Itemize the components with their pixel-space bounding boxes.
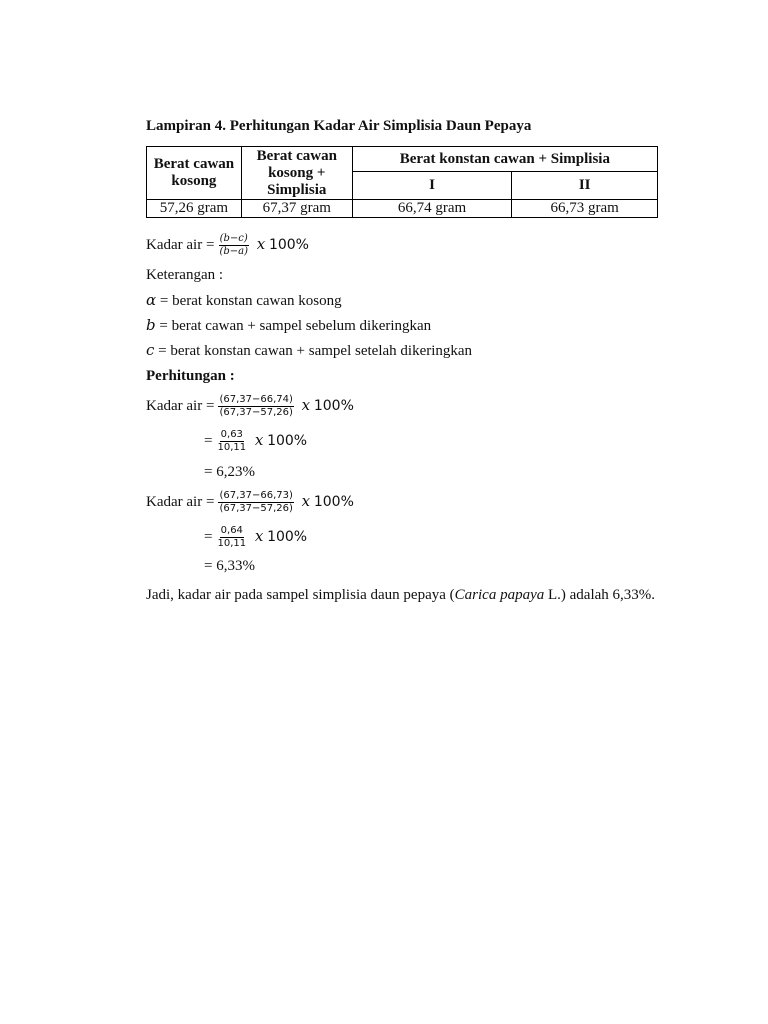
calc1-step-x: x: [254, 430, 264, 449]
symbol-b: b: [146, 316, 156, 334]
calc1-step-percent: 100%: [267, 432, 308, 449]
formula-fraction: [218, 233, 249, 258]
calc2-x: x: [301, 491, 311, 510]
calc1-step-numerator: 0,63: [220, 429, 243, 440]
calc1-x: x: [301, 395, 311, 414]
calc1-step: [204, 429, 307, 454]
calc2-step: [204, 525, 307, 550]
formula-numerator: (b−c): [219, 233, 248, 244]
calc2-step-x: x: [254, 526, 264, 545]
keterangan-item-a: [146, 290, 342, 311]
formula-percent: 100%: [268, 236, 309, 253]
page-title: Lampiran 4. Perhitungan Kadar Air Simplisia Daun Pepaya: [146, 118, 532, 134]
keterangan-item-b: [146, 315, 431, 336]
table-row: [147, 200, 658, 218]
calc1-fraction: [218, 394, 293, 419]
data-table: [146, 146, 658, 218]
header-sub-1: I: [352, 172, 512, 200]
calc1-result: = 6,23%: [204, 464, 255, 480]
header-sub-2: II: [512, 172, 658, 200]
formula-line: [146, 233, 309, 258]
calc2-line: [146, 490, 354, 515]
header-berat-cawan-simplisia: Berat cawan kosong + Simplisia: [241, 147, 352, 200]
keterangan-heading: Keterangan :: [146, 267, 224, 283]
calc2-result: = 6,33%: [204, 558, 255, 574]
symbol-c: c: [146, 341, 155, 359]
keterangan-text: = berat konstan cawan kosong: [156, 293, 342, 309]
conclusion-species: Carica papaya: [454, 587, 545, 603]
calc2-percent: 100%: [313, 493, 354, 510]
calc2-step-denominator: 10,11: [217, 538, 247, 549]
table-cell: 57,26 gram: [147, 200, 242, 218]
calc1-denominator: (67,37−57,26): [219, 407, 293, 418]
keterangan-text: = berat konstan cawan + sampel setelah dikeringkan: [154, 343, 473, 359]
table-cell: 67,37 gram: [241, 200, 352, 218]
keterangan-item-c: [146, 340, 472, 361]
calc2-label: Kadar air =: [146, 493, 215, 510]
calc2-step-numerator: 0,64: [220, 525, 243, 536]
calc1-line: [146, 394, 354, 419]
conclusion-before: Jadi, kadar air pada sampel simplisia daun pepaya (: [146, 587, 455, 603]
formula-x: x: [256, 234, 266, 253]
calc1-numerator: (67,37−66,74): [219, 394, 293, 405]
calc2-step-percent: 100%: [267, 528, 308, 545]
calc1-label: Kadar air =: [146, 397, 215, 414]
conclusion-after: L.) adalah 6,33%.: [544, 587, 656, 603]
calc2-eq: =: [204, 528, 213, 545]
formula-denominator: (b−a): [219, 246, 248, 257]
table-cell: 66,73 gram: [512, 200, 658, 218]
calc1-step-denominator: 10,11: [217, 442, 247, 453]
calc2-numerator: (67,37−66,73): [219, 490, 293, 501]
table-cell: 66,74 gram: [352, 200, 512, 218]
document-page: [146, 0, 658, 1024]
calc2-step-fraction: [216, 525, 247, 550]
header-berat-konstan: Berat konstan cawan + Simplisia: [352, 147, 657, 172]
conclusion-paragraph: [146, 583, 658, 608]
calc2-fraction: [218, 490, 293, 515]
calc2-denominator: (67,37−57,26): [219, 503, 293, 514]
symbol-alpha: α: [146, 291, 157, 309]
perhitungan-heading: Perhitungan :: [146, 368, 235, 384]
calc1-eq: =: [204, 432, 213, 449]
formula-label: Kadar air =: [146, 236, 215, 253]
calc1-step-fraction: [216, 429, 247, 454]
header-berat-cawan-kosong: Berat cawan kosong: [147, 147, 242, 200]
keterangan-text: = berat cawan + sampel sebelum dikeringkan: [155, 318, 432, 334]
calc1-percent: 100%: [313, 397, 354, 414]
